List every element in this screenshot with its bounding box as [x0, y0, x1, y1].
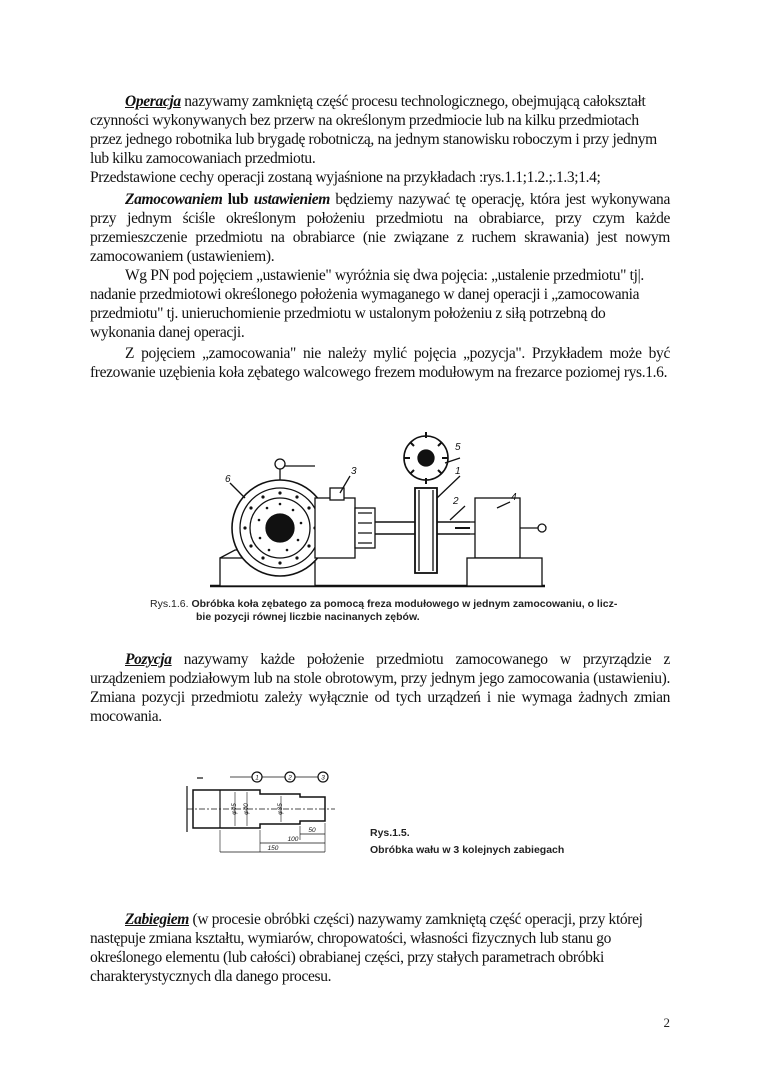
shaft-figure — [185, 768, 360, 858]
term-zabieg: Zabiegiem — [125, 911, 189, 928]
fig15-dim-100: 100 — [287, 836, 299, 843]
term-pozycja: Pozycja — [125, 651, 172, 668]
fig15-caption-number: Rys.1.5. — [370, 827, 410, 839]
operacja-examples: Przedstawione cechy operacji zostaną wyjaśnione na przykładach :rys.1.1;1.2.;.1.3;1.4; — [90, 169, 601, 186]
paragraph-pn — [90, 266, 670, 342]
fig16-caption-text-2: bie pozycji równej liczbie nacinanych zębów. — [196, 611, 420, 623]
fig16-label-3: 3 — [351, 466, 357, 477]
fig16-label-1: 1 — [455, 466, 461, 477]
fig15-dim-50: 50 — [308, 827, 316, 834]
fig15-dim-d35: φ35 — [277, 803, 284, 815]
zabieg-definition: (w procesie obróbki części) nazywamy zamkniętą część operacji, przy której następuje zmiana kształtu, wymiarów, chropowatości, własności fizycznych lub stanu go określonego elementu (lub całości) obrabianej części, przy stałych parametrach obróbki charakterystycznych dla danego procesu. — [90, 911, 643, 985]
fig15-dim-d45: φ45 — [231, 803, 238, 815]
term-operacja: Operacja — [125, 93, 181, 110]
paragraph-pozycja — [90, 650, 670, 726]
term-zamocowanie: Zamocowaniem — [125, 191, 223, 208]
term-lub: lub — [222, 191, 254, 208]
pozycja-definition: nazywamy każde położenie przedmiotu zamocowanego w przyrządzie z urządzeniem podziałowym lub na stole obrotowym, przy jednym jego zamocowania (ustawieniu). Zmiana pozycji przedmiotu zależy wyłącznie od tych urządzeń i nie wymaga żadnych zmian mocowania. — [90, 651, 670, 725]
fig16-label-4: 4 — [511, 492, 517, 503]
operacja-definition: nazywamy zamkniętą część procesu technologicznego, obejmującą całokształt czynności wykonywanych bez przerw na określonym przedmiocie lub na kilku przedmiotach przez jednego robotnika lub brygadę robotniczą, na jednym stanowisku roboczym i przy jednym lub kilku zamocowaniach przedmiotu. — [90, 93, 657, 167]
paragraph-zamocowanie — [90, 190, 670, 266]
fig15-circle-2: 2 — [288, 774, 292, 782]
fig16-caption-text: Obróbka koła zębatego za pomocą freza modułowego w jednym zamocowaniu, o licz- — [191, 598, 618, 610]
milling-machine-figure — [205, 428, 555, 598]
fig16-label-2: 2 — [453, 496, 459, 507]
zamocowanie-definition: będziemy nazywać tę operację, która jest wykonywana przy jednym ściśle określonym położeniu przedmiotu na obrabiarce, przy czym każde przemieszczenie przedmiotu na obrabiarce (nie związane z ruchem skrawania) jest nowym zamocowaniem (ustawieniem). — [90, 191, 670, 265]
fig15-caption-text: Obróbka wału w 3 kolejnych zabiegach — [370, 844, 565, 856]
fig15-dim-150: 150 — [267, 845, 279, 852]
fig16-label-5: 5 — [455, 442, 461, 453]
fig16-caption-number: Rys.1.6. — [150, 598, 189, 610]
term-ustawienie: ustawieniem — [253, 191, 330, 208]
paragraph-pozycja-intro — [90, 344, 670, 382]
fig16-label-6: 6 — [225, 474, 231, 485]
fig15-dim-d40: φ40 — [243, 803, 250, 815]
fig15-circle-3: 3 — [321, 774, 325, 782]
fig16-caption — [150, 598, 617, 624]
paragraph-zabieg — [90, 910, 670, 986]
page-number: 2 — [663, 1015, 670, 1030]
pozycja-intro-text: Z pojęciem „zamocowania" nie należy mylić pojęcia „pozycja". Przykładem może być frezowanie uzębienia koła zębatego walcowego frezem modułowym na frezarce poziomej rys.1.6. — [90, 345, 670, 381]
pn-definition: Wg PN pod pojęciem „ustawienie" wyróżnia się dwa pojęcia: „ustalenie przedmiotu" tj|. nadanie przedmiotowi określonego położenia wymaganego w danej operacji i „zamocowania przedmiotu" tj. unieruchomienie przedmiotu w ustalonym położeniu z siłą potrzebną do wykonania danej operacji. — [90, 267, 644, 341]
paragraph-operacja — [90, 92, 670, 187]
fig15-circle-1: 1 — [255, 774, 259, 782]
fig15-caption — [370, 825, 564, 859]
